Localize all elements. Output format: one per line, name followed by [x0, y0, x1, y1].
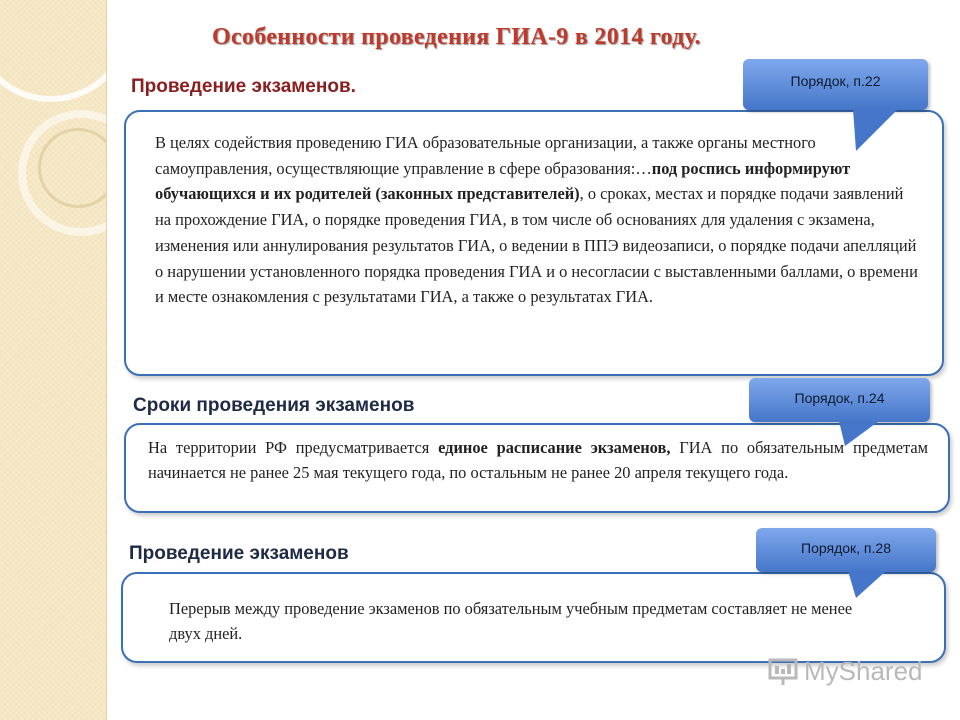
text-box-break: [121, 572, 946, 663]
callout-pointer: [756, 528, 757, 529]
body-text: ГИА по обязательным предметам начинается не ранее 25 мая текущего года, по остальным не ранее 20 апреля текущего года.: [148, 438, 928, 482]
body-text-bold: под роспись информируют обучающихся и их родителей (законных представителей): [155, 158, 851, 204]
decorative-ring: [0, 0, 107, 102]
callout-reference-28: [756, 528, 936, 572]
callout-label: Порядок, п.22: [790, 73, 881, 89]
callout-label: Порядок, п.28: [801, 540, 891, 556]
callout-reference-22: [743, 59, 928, 110]
callout-label: Порядок, п.24: [794, 390, 885, 406]
body-text-bold: единое расписание экзаменов,: [438, 438, 671, 457]
watermark-text: MyShared: [804, 656, 923, 686]
body-text: Перерыв между проведение экзаменов по обязательным учебным предметам составляет не менее двух дней.: [169, 599, 853, 643]
body-text: В целях содействия проведению ГИА образовательные организации, а также органы местного самоуправления, осуществляющие управление в сфере образования:…: [155, 133, 816, 178]
watermark: [768, 656, 923, 687]
section-heading-conduct: Проведение экзаменов.: [131, 76, 356, 97]
body-text: На территории РФ предусматривается: [148, 438, 439, 457]
section-heading-schedule: Сроки проведения экзаменов: [133, 395, 415, 416]
callout-pointer: [743, 59, 744, 60]
section-heading-break: Проведение экзаменов: [129, 543, 349, 564]
presentation-icon: [768, 657, 798, 687]
callout-reference-24: [749, 378, 930, 422]
slide-title: Особенности проведения ГИА-9 в 2014 году.: [212, 24, 701, 50]
body-text: , о сроках, местах и порядке подачи заявлений на прохождение ГИА, о порядке проведения ГИА, в том числе об основаниях для удаления с экзамена, изменения или аннулирования результатов ГИА, о ведении в ППЭ видеозаписи, о порядке подачи апелляций о нарушении установленного порядка проведения ГИА и о несогласии с выставленными баллами, о времени и месте ознакомления с результатами ГИА, а также о результатах ГИА.: [155, 184, 918, 307]
callout-pointer: [749, 378, 750, 379]
text-box-conduct: [124, 110, 944, 376]
decorative-side-stripe: [0, 0, 107, 720]
text-box-schedule: [124, 423, 950, 513]
